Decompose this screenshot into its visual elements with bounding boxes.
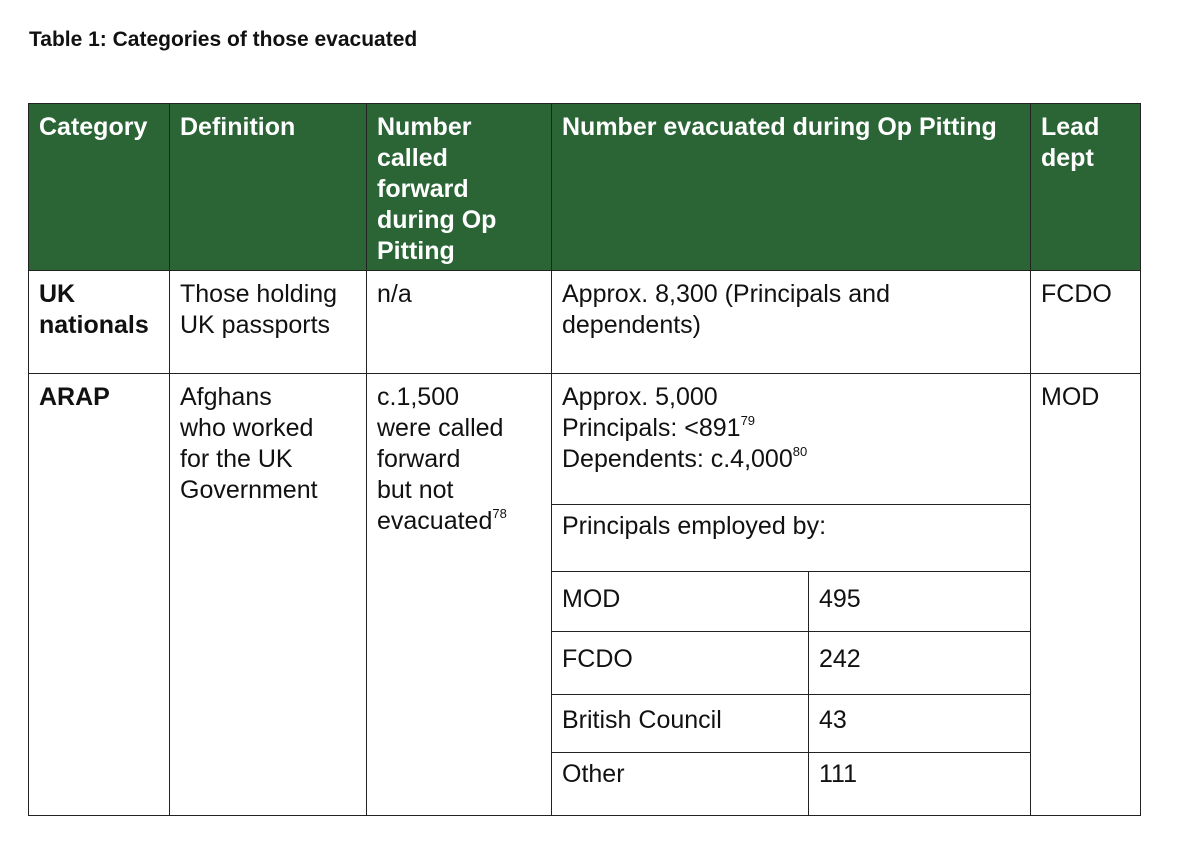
employer-count-cell: 242 (808, 631, 1031, 695)
evacuation-categories-table (29, 104, 1141, 817)
arap-lead-dept-cell: MOD (1030, 373, 1141, 816)
employer-count-cell: 495 (808, 571, 1031, 632)
footnote-78: 78 (492, 505, 507, 521)
uk-evacuated-cell: Approx. 8,300 (Principals and dependents) (551, 270, 1031, 374)
footnote-79: 79 (740, 412, 756, 428)
principals-employed-heading-cell: Principals employed by: (551, 504, 1031, 572)
arap-evacuated-cell: Approx. 5,000 Principals: $<891^{79}$ Dependents: c.4,000$^{80}$ (551, 373, 1031, 505)
header-lead-dept: Lead dept (1030, 103, 1141, 271)
arap-category-cell: ARAP (28, 373, 170, 816)
uk-called-forward-cell: n/a (366, 270, 552, 374)
uk-definition-cell: Those holding UK passports (169, 270, 367, 374)
header-category: Category (28, 103, 170, 271)
employer-name-cell: MOD (551, 571, 809, 632)
table-caption: Table 1: Categories of those evacuated (29, 28, 418, 51)
employer-name-cell: FCDO (551, 631, 809, 695)
uk-category-cell: UK nationals (28, 270, 170, 374)
employer-name-cell: British Council (551, 694, 809, 753)
employer-count-cell: 111 (808, 752, 1031, 816)
header-number-evacuated: Number evacuated during Op Pitting (551, 103, 1031, 271)
header-definition: Definition (169, 103, 367, 271)
header-number-called-forward: Number called forward during Op Pitting (366, 103, 552, 271)
arap-called-forward-cell: c.1,500 were called forward but not evacuated$^{78}$ (366, 373, 552, 816)
arap-definition-cell: Afghans who worked for the UK Government (169, 373, 367, 816)
footnote-80: 80 (792, 443, 808, 459)
employer-name-cell: Other (551, 752, 809, 816)
uk-lead-dept-cell: FCDO (1030, 270, 1141, 374)
employer-count-cell: 43 (808, 694, 1031, 753)
